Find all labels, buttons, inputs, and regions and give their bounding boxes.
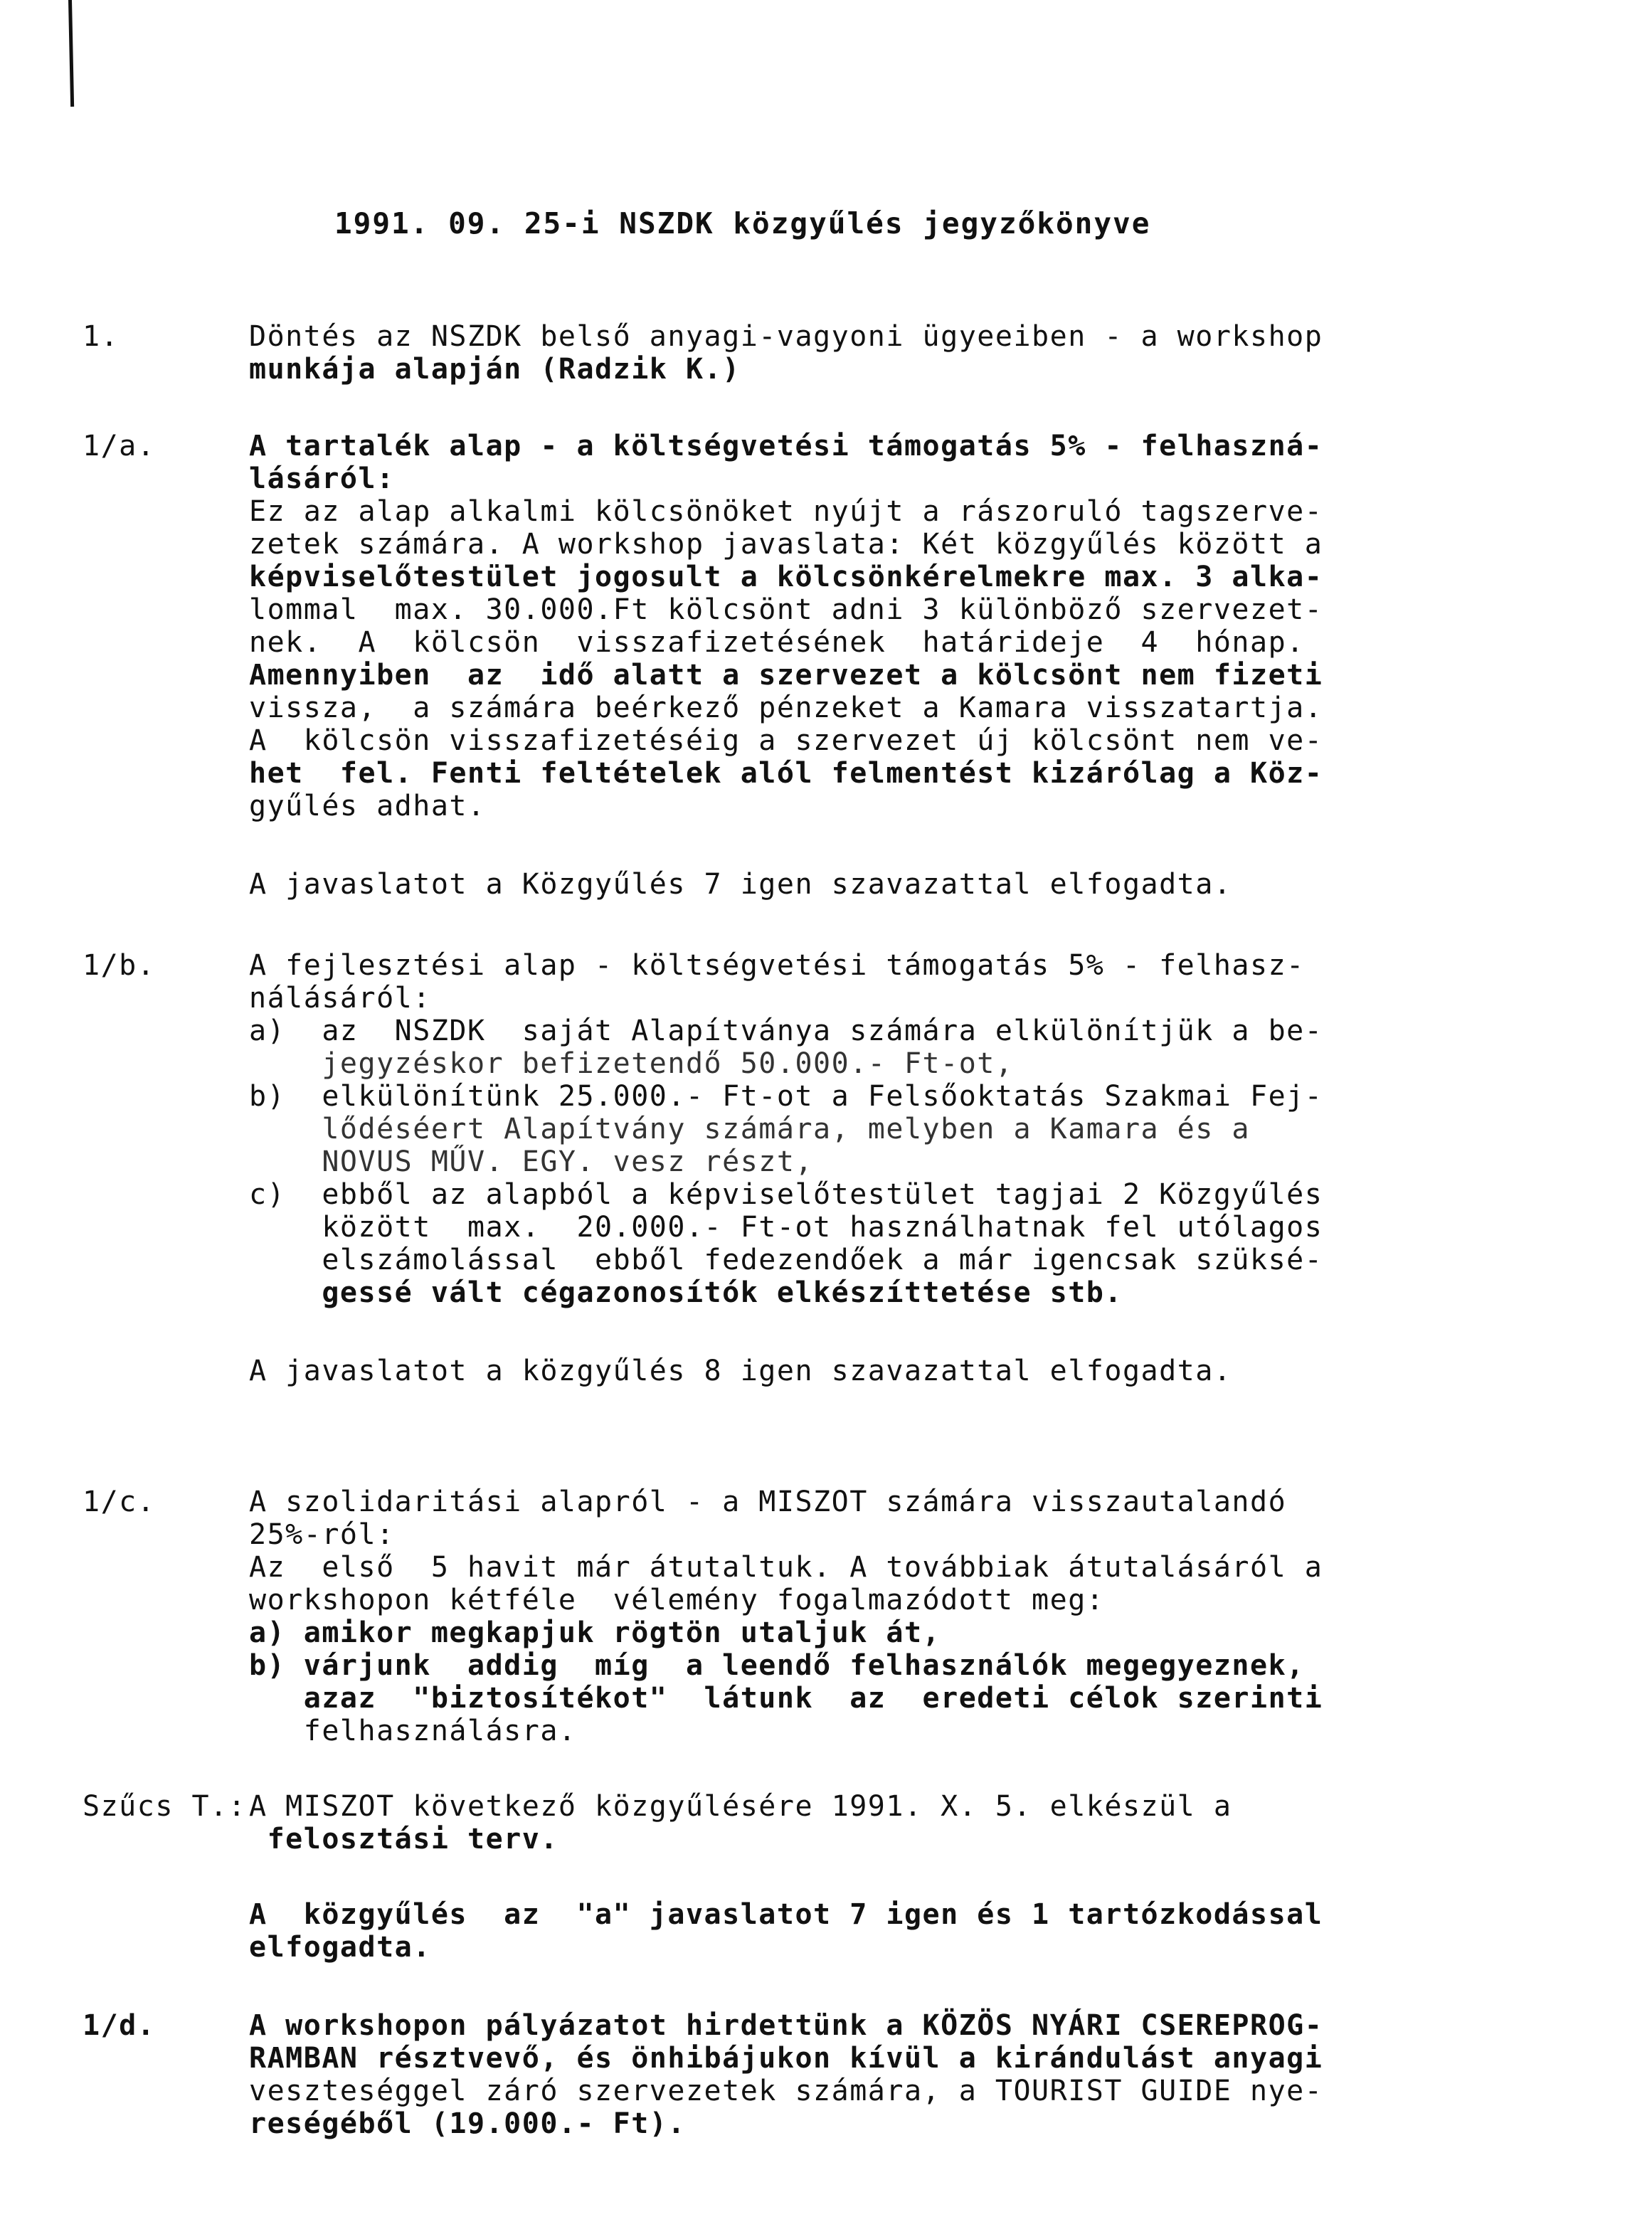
item-line: A workshopon pályázatot hirdettünk a KÖZÖS NYÁRI CSEREPROG-: [249, 2009, 1323, 2042]
item-line: 25%-ról:: [249, 1518, 395, 1551]
item-line: Az első 5 havit már átutaltuk. A továbbiak átutalásáról a: [249, 1551, 1323, 1584]
item-line: A szolidaritási alapról - a MISZOT számára visszautalandó: [249, 1486, 1287, 1518]
item-line: Amennyiben az idő alatt a szervezet a kölcsönt nem fizeti: [249, 659, 1323, 692]
item-line: a) az NSZDK saját Alapítványa számára elkülönítjük a be-: [249, 1015, 1323, 1047]
item-label: 1/a.: [83, 430, 156, 462]
item-line: RAMBAN résztvevő, és önhibájukon kívül a kirándulást anyagi: [249, 2042, 1323, 2075]
item-line: munkája alapján (Radzik K.): [249, 353, 741, 386]
vote-line: elfogadta.: [249, 1931, 431, 1964]
item-line: gyűlés adhat.: [249, 790, 486, 822]
item-line: zetek számára. A workshop javaslata: Két közgyűlés között a: [249, 528, 1323, 561]
item-line: b) várjunk addig míg a leendő felhasználók megegyeznek,: [249, 1649, 1305, 1682]
item-line: felosztási terv.: [249, 1823, 558, 1856]
item-line: lásáról:: [249, 462, 395, 495]
item-line: képviselőtestület jogosult a kölcsönkérelmekre max. 3 alka-: [249, 561, 1323, 593]
page-title: 1991. 09. 25-i NSZDK közgyűlés jegyzőkönyve: [334, 206, 1151, 240]
item-line: gessé vált cégazonosítók elkészíttetése stb.: [249, 1276, 1123, 1309]
item-line: A kölcsön visszafizetéséig a szervezet új kölcsönt nem ve-: [249, 724, 1323, 757]
item-line: b) elkülönítünk 25.000.- Ft-ot a Felsőoktatás Szakmai Fej-: [249, 1080, 1323, 1113]
vote-line: A javaslatot a Közgyűlés 7 igen szavazattal elfogadta.: [249, 868, 1232, 901]
speaker-label: Szűcs T.:: [83, 1790, 247, 1823]
item-line: reségéből (19.000.- Ft).: [249, 2107, 686, 2140]
margin-mark: [68, 0, 74, 107]
vote-line: A közgyűlés az "a" javaslatot 7 igen és 1 tartózkodással: [249, 1898, 1323, 1931]
item-line: A tartalék alap - a költségvetési támogatás 5% - felhaszná-: [249, 430, 1323, 462]
item-line: jegyzéskor befizetendő 50.000.- Ft-ot,: [249, 1047, 1014, 1080]
item-line: c) ebből az alapból a képviselőtestület tagjai 2 Közgyűlés: [249, 1178, 1323, 1211]
item-line: a) amikor megkapjuk rögtön utaljuk át,: [249, 1616, 941, 1649]
item-label: 1/b.: [83, 949, 156, 982]
item-line: Döntés az NSZDK belső anyagi-vagyoni ügyeeiben - a workshop: [249, 320, 1323, 353]
item-line: elszámolással ebből fedezendőek a már igencsak szüksé-: [249, 1244, 1323, 1276]
item-line: Ez az alap alkalmi kölcsönöket nyújt a rászoruló tagszerve-: [249, 495, 1323, 528]
item-line: azaz "biztosítékot" látunk az eredeti célok szerinti: [249, 1682, 1323, 1715]
item-line: lődéséert Alapítvány számára, melyben a Kamara és a: [249, 1113, 1251, 1145]
item-label: 1/c.: [83, 1486, 156, 1518]
item-line: het fel. Fenti feltételek alól felmentést kizárólag a Köz-: [249, 757, 1323, 790]
item-line: felhasználásra.: [249, 1715, 577, 1747]
vote-line: A javaslatot a közgyűlés 8 igen szavazattal elfogadta.: [249, 1355, 1232, 1387]
item-label: 1/d.: [83, 2009, 156, 2042]
item-line: nálásáról:: [249, 982, 431, 1015]
item-label: 1.: [83, 320, 120, 353]
item-line: NOVUS MŰV. EGY. vesz részt,: [249, 1145, 814, 1178]
item-line: vissza, a számára beérkező pénzeket a Kamara visszatartja.: [249, 692, 1323, 724]
item-line: nek. A kölcsön visszafizetésének határideje 4 hónap.: [249, 626, 1305, 659]
item-line: A fejlesztési alap - költségvetési támogatás 5% - felhasz-: [249, 949, 1305, 982]
item-line: lommal max. 30.000.Ft kölcsönt adni 3 különböző szervezet-: [249, 593, 1323, 626]
item-line: között max. 20.000.- Ft-ot használhatnak fel utólagos: [249, 1211, 1323, 1244]
item-line: veszteséggel záró szervezetek számára, a TOURIST GUIDE nye-: [249, 2075, 1323, 2107]
item-line: workshopon kétféle vélemény fogalmazódott meg:: [249, 1584, 1105, 1616]
item-line: A MISZOT következő közgyűlésére 1991. X. 5. elkészül a: [249, 1790, 1232, 1823]
